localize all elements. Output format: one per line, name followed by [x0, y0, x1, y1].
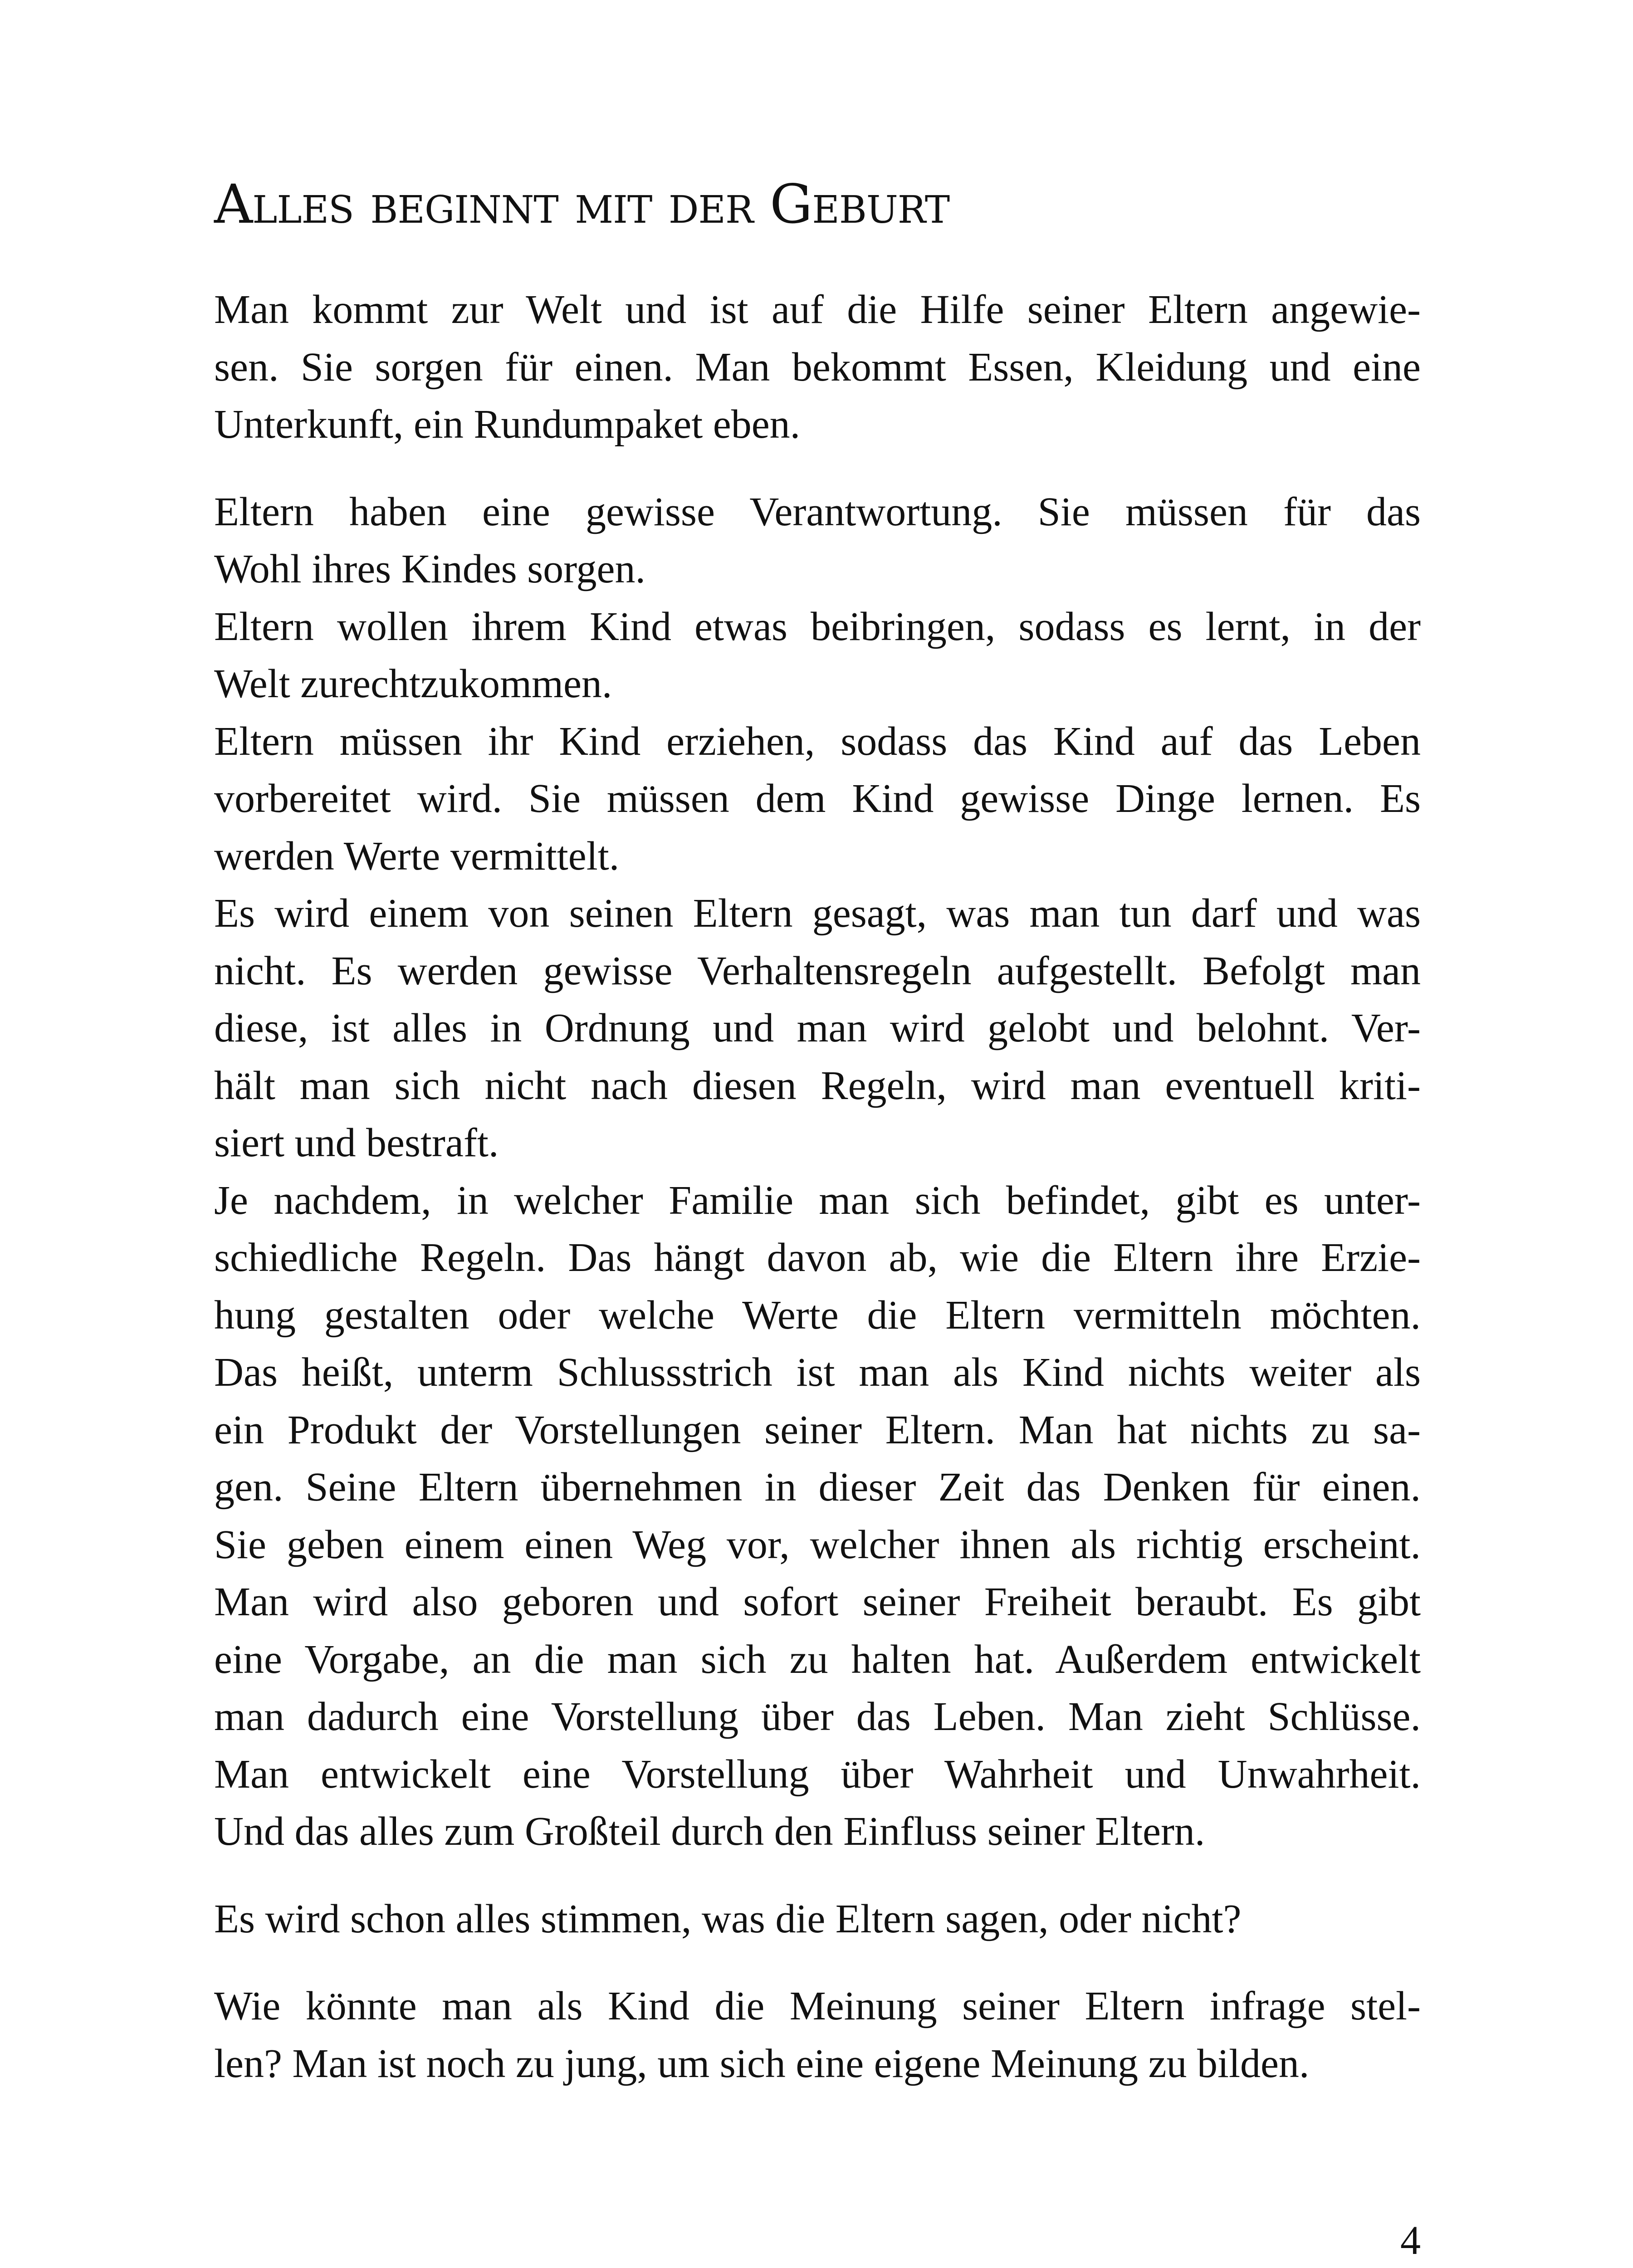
- text-line: Man kommt zur Welt und ist auf die Hilfe seiner Eltern angewie-: [214, 287, 1421, 332]
- text-line: sen. Sie sorgen für einen. Man bekommt Essen, Kleidung und eine: [214, 344, 1421, 390]
- text-line: siert und bestraft.: [214, 1120, 499, 1165]
- text-line: Eltern haben eine gewisse Verantwortung. Sie müssen für das: [214, 489, 1421, 534]
- text-line: hält man sich nicht nach diesen Regeln, wird man eventuell kriti-: [214, 1063, 1421, 1108]
- text-line: Eltern müssen ihr Kind erziehen, sodass das Kind auf das Leben: [214, 719, 1421, 764]
- text-line: Man wird also geboren und sofort seiner Freiheit beraubt. Es gibt: [214, 1579, 1421, 1624]
- text-line: vorbereitet wird. Sie müssen dem Kind gewisse Dinge lernen. Es: [214, 776, 1421, 821]
- paragraph-2: [214, 484, 1421, 598]
- text-line: Und das alles zum Großteil durch den Einfluss seiner Eltern.: [214, 1809, 1205, 1854]
- text-line: diese, ist alles in Ordnung und man wird gelobt und belohnt. Ver-: [214, 1006, 1421, 1051]
- text-line: hung gestalten oder welche Werte die Eltern vermitteln möchten.: [214, 1292, 1421, 1338]
- text-line: Welt zurechtzukommen.: [214, 661, 612, 706]
- text-line: eine Vorgabe, an die man sich zu halten hat. Außerdem entwickelt: [214, 1637, 1421, 1682]
- text-line: Je nachdem, in welcher Familie man sich befindet, gibt es unter-: [214, 1178, 1421, 1223]
- paragraph-spacer: [214, 454, 1421, 484]
- text-line: Sie geben einem einen Weg vor, welcher ihnen als richtig erscheint.: [214, 1522, 1421, 1567]
- text-line: werden Werte vermittelt.: [214, 833, 620, 879]
- text-line: len? Man ist noch zu jung, um sich eine eigene Meinung zu bilden.: [214, 2041, 1310, 2086]
- page-number: 4: [1400, 2218, 1421, 2263]
- text-line: Wie könnte man als Kind die Meinung seiner Eltern infrage stel-: [214, 1984, 1421, 2028]
- paragraph-spacer: [214, 1948, 1421, 1978]
- text-line: nicht. Es werden gewisse Verhaltensregeln aufgestellt. Befolgt man: [214, 948, 1421, 993]
- paragraph-spacer: [214, 1861, 1421, 1891]
- text-line: Eltern wollen ihrem Kind etwas beibringen, sodass es lernt, in der: [214, 604, 1421, 649]
- chapter-title: Alles beginnt mit der Geburt: [214, 173, 950, 235]
- paragraph-5: [214, 885, 1421, 1172]
- text-line: man dadurch eine Vorstellung über das Leben. Man zieht Schlüsse.: [214, 1694, 1421, 1739]
- text-line: Unterkunft, ein Rundumpaket eben.: [214, 402, 801, 447]
- paragraph-1: [214, 281, 1421, 454]
- text-line: Es wird schon alles stimmen, was die Eltern sagen, oder nicht?: [214, 1896, 1242, 1941]
- text-line: Man entwickelt eine Vorstellung über Wahrheit und Unwahrheit.: [214, 1751, 1421, 1797]
- paragraph-7: [214, 1891, 1421, 1948]
- body-text: [214, 281, 1421, 2092]
- text-line: gen. Seine Eltern übernehmen in dieser Zeit das Denken für einen.: [214, 1465, 1421, 1510]
- text-line: ein Produkt der Vorstellungen seiner Eltern. Man hat nichts zu sa-: [214, 1407, 1421, 1452]
- text-line: schiedliche Regeln. Das hängt davon ab, wie die Eltern ihre Erzie-: [214, 1235, 1421, 1280]
- paragraph-3: [214, 598, 1421, 713]
- text-line: Das heißt, unterm Schlussstrich ist man als Kind nichts weiter als: [214, 1350, 1421, 1395]
- paragraph-4: [214, 713, 1421, 885]
- paragraph-8: [214, 1978, 1421, 2092]
- text-line: Es wird einem von seinen Eltern gesagt, was man tun darf und was: [214, 891, 1421, 936]
- paragraph-6: [214, 1172, 1421, 1861]
- text-line: Wohl ihres Kindes sorgen.: [214, 547, 645, 591]
